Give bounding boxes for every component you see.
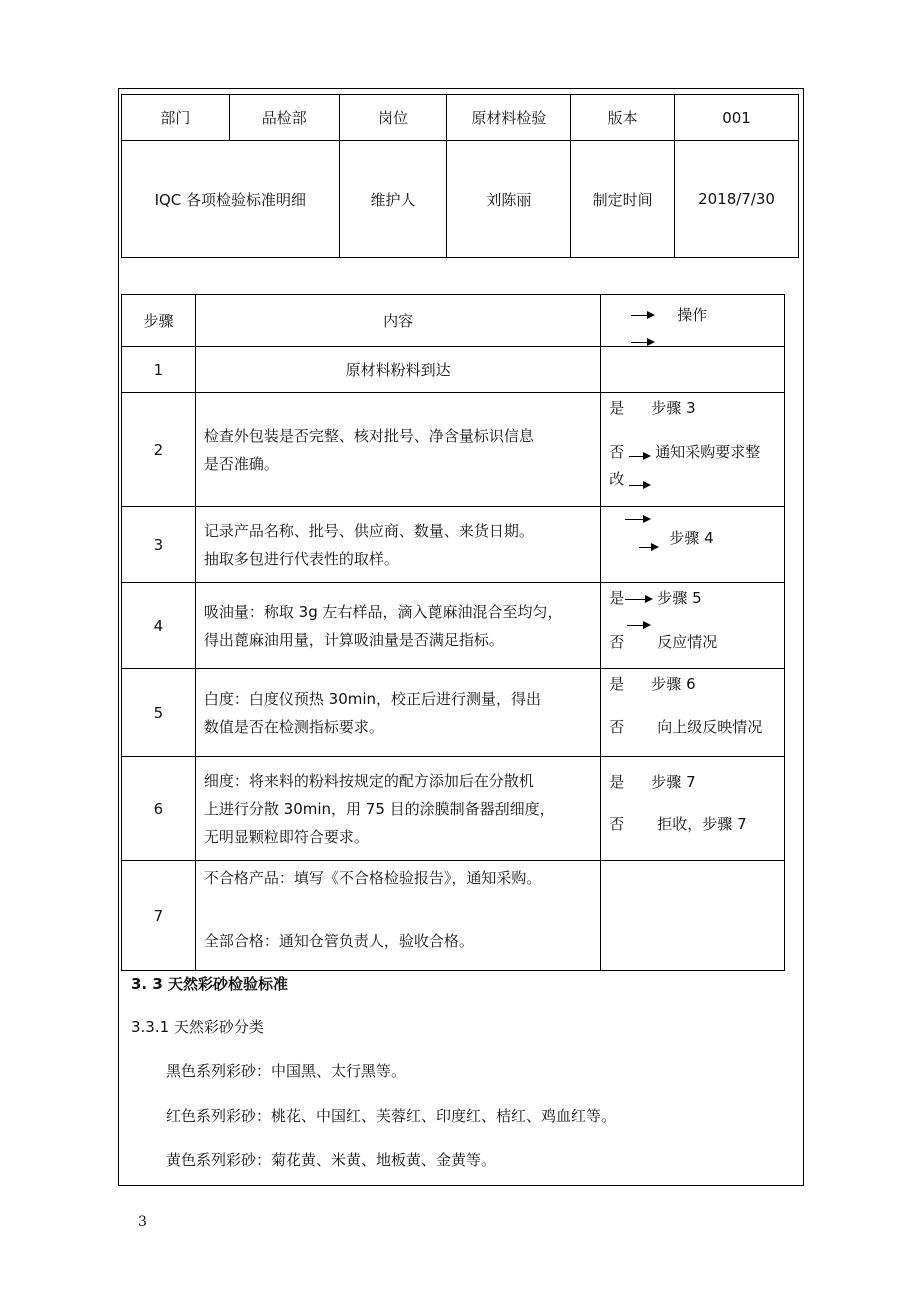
step-op	[601, 393, 785, 507]
no-action: 通知采购要求整	[655, 443, 761, 461]
yes-label: 是	[609, 675, 625, 693]
step-content	[195, 669, 600, 757]
header-table	[121, 94, 799, 258]
steps-table	[121, 294, 785, 971]
arrow-icon	[631, 315, 653, 316]
table-row	[122, 347, 785, 393]
yes-label: 是	[609, 773, 625, 791]
page-number: 3	[138, 1214, 147, 1230]
step-op	[601, 347, 785, 393]
col-op-header	[601, 295, 785, 347]
step-content-line: 白度：白度仪预热 30min，校正后进行测量，得出	[203, 689, 542, 708]
maintainer-value: 刘陈丽	[447, 141, 571, 258]
step-content-line: 检查外包装是否完整、核对批号、净含量标识信息	[203, 426, 534, 445]
step-content-line: 记录产品名称、批号、供应商、数量、来货日期。	[203, 521, 534, 540]
step-content-line: 数值是否在检测指标要求。	[203, 717, 384, 736]
version-label: 版本	[571, 95, 675, 141]
table-row	[122, 583, 785, 669]
dept-label: 部门	[122, 95, 230, 141]
no-label: 否	[609, 718, 625, 736]
step-content-line: 上进行分散 30min，用 75 目的涂膜制备器刮细度，	[203, 799, 555, 818]
no-action-cont: 改	[609, 470, 625, 488]
list-item: 黄色系列彩砂：菊花黄、米黄、地板黄、金黄等。	[166, 1151, 497, 1169]
arrow-icon	[639, 547, 657, 548]
step-op	[601, 757, 785, 861]
yes-action: 步骤 5	[657, 589, 702, 607]
yes-label: 是	[609, 589, 625, 607]
step-op	[601, 861, 785, 971]
step-op	[601, 669, 785, 757]
step-op	[601, 507, 785, 583]
section-heading: 3. 3 天然彩砂检验标准	[131, 975, 289, 993]
table-row	[122, 861, 785, 971]
col-op-label: 操作	[677, 306, 708, 324]
no-action: 向上级反映情况	[657, 718, 763, 736]
yes-label: 是	[609, 399, 625, 417]
yes-action: 步骤 3	[651, 399, 696, 417]
list-item: 黑色系列彩砂：中国黑、太行黑等。	[166, 1062, 407, 1080]
step-content-line: 全部合格：通知仓管负责人，验收合格。	[203, 932, 474, 950]
step-op	[601, 583, 785, 669]
dept-value: 品检部	[229, 95, 339, 141]
step-content-line: 细度：将来料的粉料按规定的配方添加后在分散机	[203, 771, 534, 790]
no-label: 否	[609, 815, 625, 833]
step-content	[195, 757, 600, 861]
step-content	[195, 507, 600, 583]
step-content-line: 是否准确。	[203, 454, 279, 473]
no-label: 否	[609, 443, 625, 461]
maintainer-label: 维护人	[339, 141, 447, 258]
section-subheading: 3.3.1 天然彩砂分类	[131, 1018, 264, 1036]
post-label: 岗位	[339, 95, 447, 141]
step-number: 2	[122, 393, 196, 507]
table-row	[122, 507, 785, 583]
arrow-icon	[625, 519, 649, 520]
doc-title: IQC 各项检验标准明细	[122, 141, 340, 258]
step-content-line: 抽取多包进行代表性的取样。	[203, 549, 399, 568]
table-row	[122, 393, 785, 507]
step-content	[195, 393, 600, 507]
yes-action: 步骤 6	[651, 675, 696, 693]
step-content-line: 不合格产品：填写《不合格检验报告》，通知采购。	[203, 869, 542, 887]
date-label: 制定时间	[571, 141, 675, 258]
step-number: 6	[122, 757, 196, 861]
arrow-icon	[629, 485, 649, 486]
arrow-icon	[631, 342, 653, 343]
step-content	[195, 347, 600, 393]
post-value: 原材料检验	[447, 95, 571, 141]
arrow-icon	[629, 456, 649, 457]
step-content-line: 得出蓖麻油用量，计算吸油量是否满足指标。	[203, 630, 504, 649]
no-action: 拒收，步骤 7	[657, 815, 747, 833]
table-row	[122, 669, 785, 757]
op-action: 步骤 4	[669, 529, 714, 547]
step-number: 7	[122, 861, 196, 971]
col-step-header: 步骤	[122, 295, 196, 347]
step-content-line: 吸油量：称取 3g 左右样品，滴入蓖麻油混合至均匀，	[203, 602, 563, 621]
step-number: 5	[122, 669, 196, 757]
arrow-icon	[627, 625, 649, 626]
step-content	[195, 861, 600, 971]
yes-action: 步骤 7	[651, 773, 696, 791]
arrow-icon	[625, 599, 651, 600]
no-label: 否	[609, 633, 625, 651]
step-content-line: 原材料粉料到达	[345, 361, 451, 379]
step-content-line: 无明显颗粒即符合要求。	[203, 827, 369, 846]
step-number: 1	[122, 347, 196, 393]
col-content-header: 内容	[195, 295, 600, 347]
date-value: 2018/7/30	[675, 141, 799, 258]
version-value: 001	[675, 95, 799, 141]
step-number: 3	[122, 507, 196, 583]
step-number: 4	[122, 583, 196, 669]
step-content	[195, 583, 600, 669]
list-item: 红色系列彩砂：桃花、中国红、芙蓉红、印度红、桔红、鸡血红等。	[166, 1107, 617, 1125]
table-row	[122, 757, 785, 861]
no-action: 反应情况	[657, 633, 718, 651]
